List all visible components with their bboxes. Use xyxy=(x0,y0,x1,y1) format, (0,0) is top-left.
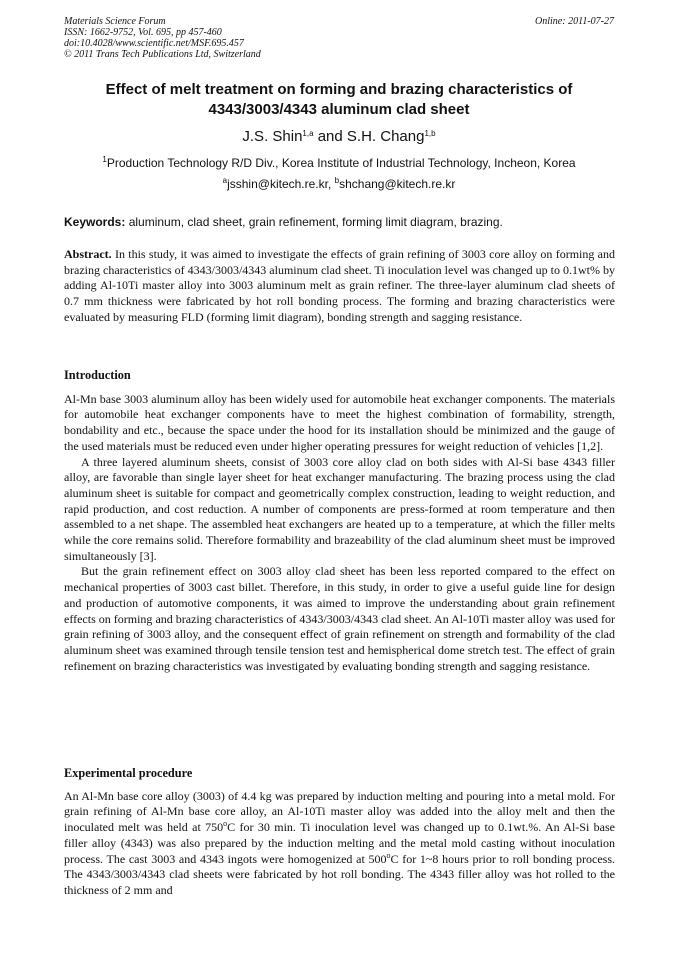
degree-sup-2: o xyxy=(386,850,391,860)
email-a-sup: a xyxy=(222,176,228,185)
abstract-section xyxy=(64,247,618,326)
doi-line: doi:10.4028/www.scientific.net/MSF.695.457 xyxy=(64,38,244,49)
copyright-line: © 2011 Trans Tech Publications Ltd, Switzerland xyxy=(64,49,261,60)
experimental-text-c: C for 1~8 hours prior to roll bonding process. The 4343/3003/4343 clad sheets were fabricated by hot roll bonding. The 4343 filler alloy was hot rolled to the thickness of 2 mm and xyxy=(64,851,615,897)
issn-line: ISSN: 1662-9752, Vol. 695, pp 457-460 xyxy=(64,27,222,38)
introduction-section xyxy=(64,368,615,674)
abstract-text: In this study, it was aimed to investigate the effects of grain refining of 3003 core alloy on forming and brazing characteristics of 4343/3003/4343 aluminum clad sheet. Ti inoculation level was changed up to 0.1wt% by adding Al-10Ti master alloy into 3003 aluminum melt as grain refiner. The three-layer aluminum clad sheets of 0.7 mm thickness were fabricated by hot roll bonding process. The forming and brazing characteristics were evaluated by measuring FLD (forming limit diagram), bonding strength and sagging resistance. xyxy=(64,247,618,324)
author-line xyxy=(64,128,614,146)
affiliation-sup: 1 xyxy=(102,155,107,164)
journal-header-block xyxy=(64,16,261,60)
email-line xyxy=(64,177,614,192)
introduction-paragraph-2: A three layered aluminum sheets, consist of 3003 core alloy clad on both sides with Al-Si base 4343 filler alloy, are favorable than single layer sheet for heat exchanger manufacturing. The brazing process using the clad aluminum sheet is suitable for compact and geometrically complex construction, leading to weight reduction, and rapid production, and cost reduction. A number of components are press-formed at room temperature and then assembled to a net shape. The assembled heat exchangers are heated up to a temperature, at which the filler melts while the core remains solid. Therefore formability and brazeability of the clad aluminum sheet must be improved simultaneously [3]. xyxy=(64,454,615,563)
author-conjunction: and xyxy=(313,128,347,145)
introduction-heading: Introduction xyxy=(64,368,131,382)
keywords-line xyxy=(64,215,614,230)
online-date: Online: 2011-07-27 xyxy=(535,16,614,27)
abstract-label: Abstract. xyxy=(64,247,112,261)
introduction-paragraph-3: But the grain refinement effect on 3003 alloy clad sheet has been less reported compared to the effect on mechanical properties of 3003 cast billet. Therefore, in this study, in order to give a useful guide line for design and production of automotive components, it was aimed to improve the understanding about grain refinement effects on forming and brazing characteristics of 4343/3003/4343 clad sheet. An Al-10Ti master alloy was used for grain refining of 3003 alloy, and the consequent effect of grain refinement on strength and formability of the clad aluminum sheet was examined through tensile tension test and hemispherical dome stretch test. The effect of grain refinement on brazing characteristics was investigated by evaluating bonding strength and sagging resistance. xyxy=(64,564,615,673)
keywords-label: Keywords: xyxy=(64,215,126,229)
experimental-heading: Experimental procedure xyxy=(64,766,193,780)
email-b-sup: b xyxy=(334,176,340,185)
journal-name: Materials Science Forum xyxy=(64,16,166,27)
experimental-section xyxy=(64,766,615,899)
email-a: jsshin@kitech.re.kr, xyxy=(227,177,335,191)
author-2-name: S.H. Chang xyxy=(346,128,425,145)
paper-title: Effect of melt treatment on forming and brazing characteristics of 4343/3003/4343 aluminum clad sheet xyxy=(105,81,573,118)
experimental-text-b: C for 30 min. Ti inoculation level was changed up to 0.1wt.%. An Al-Si base filler alloy (4343) was also prepared by the induction melting and the metal mold casting without inoculation process. The cast 3003 and 4343 ingots were homogenized at 500 xyxy=(64,820,615,866)
experimental-text-a: An Al-Mn base core alloy (3003) of 4.4 kg was prepared by induction melting and pouring into a metal mold. For grain refining of Al-Mn base core alloy, an Al-10Ti master alloy was added into the alloy melt and then the inoculated melt was held at 750 xyxy=(64,788,615,835)
author-2-sup: 1,b xyxy=(424,129,436,138)
author-1-sup: 1,a xyxy=(302,129,314,138)
keywords-text: aluminum, clad sheet, grain refinement, forming limit diagram, brazing. xyxy=(125,215,503,229)
abstract-paragraph xyxy=(64,247,618,326)
email-b: shchang@kitech.re.kr xyxy=(339,177,456,191)
affiliation-line xyxy=(64,156,614,171)
experimental-paragraph-1 xyxy=(64,789,615,899)
introduction-paragraph-1: Al-Mn base 3003 aluminum alloy has been widely used for automobile heat exchanger components. The materials for automobile heat exchanger components have to meet the highest combination of formability, strength, bondability and etc., because the space under the hood for its installation should be minimized and the gauge of the used materials must be reduced even under higher operating pressures for weight reduction of vehicles [1,2]. xyxy=(64,391,615,453)
author-1-name: J.S. Shin xyxy=(242,128,303,145)
degree-sup-1: o xyxy=(223,819,228,829)
affiliation-text: Production Technology R/D Div., Korea Institute of Industrial Technology, Incheon, Korea xyxy=(106,156,576,170)
